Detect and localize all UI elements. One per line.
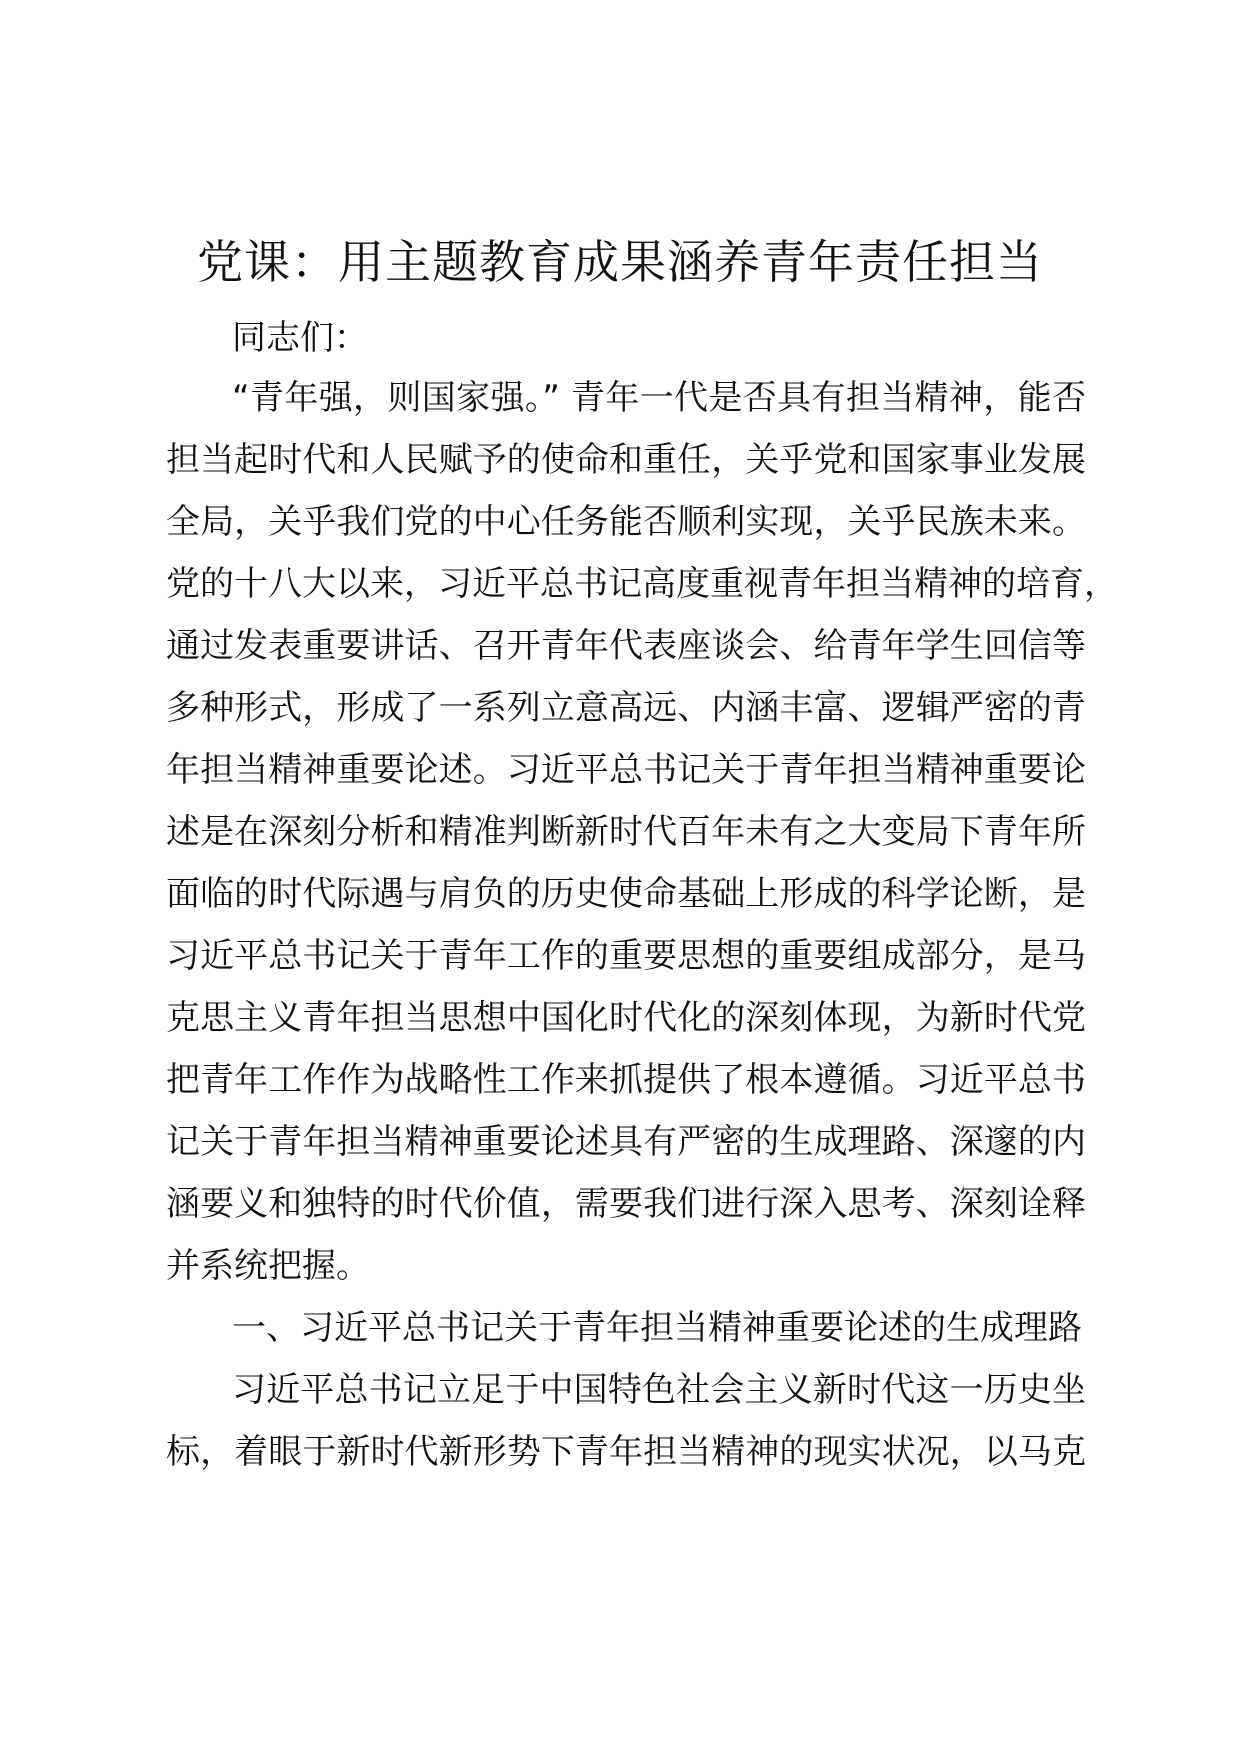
paragraph-line: 克思主义青年担当思想中国化时代化的深刻体现，为新时代党 (166, 998, 1086, 1038)
paragraph-line: 标，着眼于新时代新形势下青年担当精神的现实状况，以马克 (166, 1432, 1086, 1472)
paragraph-line: 习近平总书记立足于中国特色社会主义新时代这一历史坐 (232, 1370, 1086, 1410)
paragraph-line: 习近平总书记关于青年工作的重要思想的重要组成部分，是马 (166, 936, 1086, 976)
paragraph-line: 全局，关乎我们党的中心任务能否顺利实现，关乎民族未来。 (166, 502, 1086, 542)
paragraph-line: “青年强，则国家强。” 青年一代是否具有担当精神，能否 (232, 378, 1086, 418)
paragraph-line: 记关于青年担当精神重要论述具有严密的生成理路、深邃的内 (166, 1122, 1086, 1162)
paragraph-line: 党的十八大以来，习近平总书记高度重视青年担当精神的培育， (166, 564, 1118, 604)
document-title: 党课：用主题教育成果涵养青年责任担当 (197, 235, 1043, 289)
paragraph-line: 面临的时代际遇与肩负的历史使命基础上形成的科学论断，是 (166, 874, 1086, 914)
paragraph-line: 并系统把握。 (166, 1246, 370, 1286)
paragraph-line: 担当起时代和人民赋予的使命和重任，关乎党和国家事业发展 (166, 440, 1086, 480)
paragraph-line: 述是在深刻分析和精准判断新时代百年未有之大变局下青年所 (166, 812, 1086, 852)
paragraph-line: 多种形式，形成了一系列立意高远、内涵丰富、逻辑严密的青 (166, 688, 1086, 728)
paragraph-line: 通过发表重要讲话、召开青年代表座谈会、给青年学生回信等 (166, 626, 1086, 666)
paragraph-line: 年担当精神重要论述。习近平总书记关于青年担当精神重要论 (166, 750, 1086, 790)
paragraph-line: 把青年工作作为战略性工作来抓提供了根本遵循。习近平总书 (166, 1060, 1086, 1100)
paragraph-line: 涵要义和独特的时代价值，需要我们进行深入思考、深刻诠释 (166, 1184, 1086, 1224)
salutation: 同志们： (232, 318, 368, 358)
section-heading: 一、习近平总书记关于青年担当精神重要论述的生成理路 (232, 1308, 1082, 1348)
